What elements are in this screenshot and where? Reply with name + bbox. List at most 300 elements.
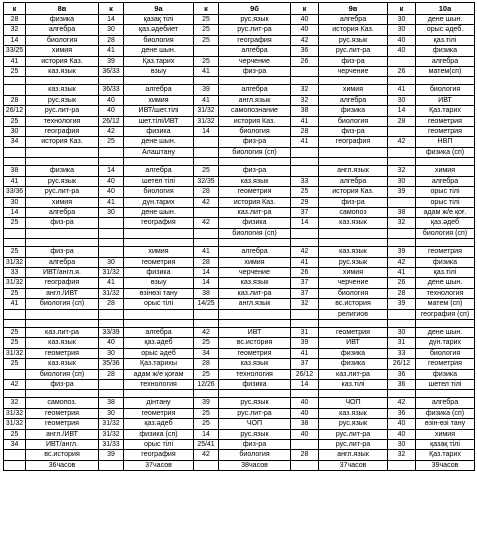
room-cell [194,309,219,319]
room-cell [388,228,416,238]
timetable-body [4,3,475,471]
room-cell: 26/12 [388,359,416,369]
room-cell: 25 [194,166,219,176]
subject-cell: алгебра [26,25,99,35]
subject-cell: англ.язык [219,95,291,105]
room-cell [99,460,124,470]
table-row [4,348,475,358]
room-cell [4,228,26,238]
room-cell: 25/41 [194,440,219,450]
subject-cell: каз.тілі [319,380,388,390]
room-cell: 39 [388,299,416,309]
room-cell: 31 [388,338,416,348]
subject-cell: физика [124,127,194,137]
room-cell: 41 [194,67,219,77]
separator-cell [416,77,475,85]
subject-cell: рус.лит-ра [26,106,99,116]
room-cell: 34 [4,440,26,450]
separator-cell [194,239,219,247]
room-cell: 31/32 [4,257,26,267]
subject-cell: ИВТ/шет.тілі [124,106,194,116]
room-cell: 28 [194,257,219,267]
subject-cell: рус.лит-ра [219,25,291,35]
room-cell: 32 [388,450,416,460]
room-cell: 32 [388,218,416,228]
room-cell: 25 [4,327,26,337]
room-cell: 42 [99,127,124,137]
room-cell: 40 [291,398,319,408]
table-row [4,380,475,390]
subject-cell: биология (сп) [219,147,291,157]
room-cell [388,56,416,66]
room-cell: 31/32 [194,106,219,116]
room-cell: 40 [99,187,124,197]
table-row [4,338,475,348]
room-cell: 39 [388,187,416,197]
room-cell: 28 [4,95,26,105]
table-row [4,56,475,66]
subject-cell: каз.лит-ра [319,369,388,379]
room-cell [4,369,26,379]
separator-cell [26,77,99,85]
subject-cell: англ./ИВТ [26,288,99,298]
subject-cell: физика [416,257,475,267]
subject-cell: алгебра [219,46,291,56]
room-cell: 42 [194,197,219,207]
separator-cell [219,77,291,85]
separator-cell [219,319,291,327]
table-row [4,267,475,277]
room-cell: 41 [99,197,124,207]
subject-cell: история Каз. [319,187,388,197]
separator-cell [319,390,388,398]
room-cell: 31/32 [4,348,26,358]
subject-cell: дене шын. [416,15,475,25]
table-row [4,218,475,228]
subject-cell: орыс әдеб [124,348,194,358]
room-cell: 25 [194,338,219,348]
room-cell: 41 [4,176,26,186]
room-cell: 32 [291,299,319,309]
subject-cell: рус.язык [26,95,99,105]
header-class-8v: 8в [26,3,99,15]
separator-cell [99,319,124,327]
separator-cell [416,239,475,247]
subject-cell: физика (сп) [124,429,194,439]
room-cell: 40 [291,25,319,35]
table-row [4,207,475,217]
room-cell: 40 [388,46,416,56]
separator-cell [319,239,388,247]
header-room: к [194,3,219,15]
separator-cell [194,158,219,166]
day-separator [4,77,475,85]
room-cell [4,450,26,460]
table-row [4,67,475,77]
subject-cell: адам ж/е қоғам [124,369,194,379]
header-class-9a: 9а [124,3,194,15]
table-row [4,398,475,408]
subject-cell: геометрия [26,419,99,429]
room-cell: 33/39 [99,327,124,337]
subject-cell: алгебра [219,247,291,257]
separator-cell [4,390,26,398]
room-cell: 31/32 [4,419,26,429]
subject-cell: физ-ра [26,380,99,390]
room-cell: 39 [194,398,219,408]
room-cell: 34 [4,137,26,147]
room-cell: 40 [291,15,319,25]
subject-cell: Қаз.тарих [416,450,475,460]
room-cell: 42 [194,218,219,228]
room-cell: 39 [99,450,124,460]
table-row [4,35,475,45]
room-cell: 42 [194,327,219,337]
subject-cell: алгебра [416,56,475,66]
room-cell [99,218,124,228]
room-cell: 28 [291,127,319,137]
subject-cell [219,309,291,319]
room-cell: 33/25 [4,46,26,56]
separator-cell [319,77,388,85]
room-cell [291,228,319,238]
table-row [4,460,475,470]
subject-cell: англ./ИВТ [26,429,99,439]
room-cell: 38 [291,419,319,429]
table-row [4,419,475,429]
subject-cell: геометрия [26,408,99,418]
subject-cell: религиов [319,309,388,319]
room-cell: 14 [4,207,26,217]
room-cell: 14 [4,35,26,45]
room-cell: 14/25 [194,299,219,309]
header-room: к [99,3,124,15]
room-cell: 36/33 [99,85,124,95]
room-cell: 28 [194,359,219,369]
subject-cell: орыс тілі [416,197,475,207]
subject-cell: биология [319,288,388,298]
room-cell: 41 [99,46,124,56]
subject-cell: Қаз.тарихы [124,359,194,369]
subject-cell: физика (сп) [416,147,475,157]
subject-cell: қаз.тілі [416,267,475,277]
table-row [4,176,475,186]
subject-cell: дене шын. [416,278,475,288]
table-row [4,187,475,197]
subject-cell: рус.язык [26,176,99,186]
subject-cell: англ.язык [319,450,388,460]
subject-cell: география [219,35,291,45]
room-cell: 37 [291,207,319,217]
subject-cell: самопоз [319,207,388,217]
subject-cell: история Каз. [26,56,99,66]
separator-cell [26,390,99,398]
room-cell: 25 [194,35,219,45]
room-cell: 30 [388,176,416,186]
room-cell: 42 [194,450,219,460]
subject-cell: дінтану [124,398,194,408]
room-cell: 25 [194,15,219,25]
room-cell: 26/12 [99,116,124,126]
subject-cell: история Каз. [319,25,388,35]
subject-cell: геометрия [416,247,475,257]
room-cell: 26/12 [4,106,26,116]
room-cell: 30 [388,327,416,337]
subject-cell: каз.язык [219,278,291,288]
header-class-9b: 9б [219,3,291,15]
subject-cell: геометрия [416,127,475,137]
room-cell: 40 [291,408,319,418]
subject-cell: қаз.әдеб [124,419,194,429]
separator-cell [388,158,416,166]
subject-cell: черчение [319,278,388,288]
subject-cell: самопоз. [26,398,99,408]
room-cell: 36 [388,369,416,379]
room-cell: 25 [194,56,219,66]
room-cell: 29 [291,197,319,207]
subject-cell: дене шын. [124,207,194,217]
separator-cell [99,77,124,85]
subject-cell: химия [124,247,194,257]
subject-cell: биология (сп) [219,228,291,238]
room-cell: 42 [291,35,319,45]
room-cell: 25 [4,247,26,257]
room-cell: 40 [99,95,124,105]
room-cell: 36 [388,408,416,418]
subject-cell: биология [416,348,475,358]
separator-cell [291,319,319,327]
room-cell: 33/36 [4,187,26,197]
room-cell: 41 [291,348,319,358]
separator-cell [99,239,124,247]
subject-cell: рус.лит-ра [219,408,291,418]
subject-cell: рус.лит-ра [26,187,99,197]
table-row [4,369,475,379]
room-cell: 26/12 [291,369,319,379]
room-cell: 42 [388,257,416,267]
table-row [4,450,475,460]
subject-cell: самопознание [219,106,291,116]
subject-cell: география (сп) [416,309,475,319]
subject-cell: физика [219,218,291,228]
subject-cell: физ-ра [319,56,388,66]
separator-cell [319,319,388,327]
room-cell: 31/32 [99,419,124,429]
separator-cell [4,77,26,85]
subject-cell: геометрия [319,327,388,337]
day-separator [4,319,475,327]
separator-cell [416,390,475,398]
separator-cell [124,158,194,166]
table-row [4,85,475,95]
subject-cell: қазақ тілі [124,15,194,25]
subject-cell: физика [219,380,291,390]
separator-cell [219,239,291,247]
subject-cell: дене шын. [124,137,194,147]
subject-cell: физ-ра [26,218,99,228]
room-cell [388,460,416,470]
subject-cell: физ-ра [319,197,388,207]
room-cell [291,147,319,157]
room-cell: 14 [99,166,124,176]
subject-cell: рус.язык [319,35,388,45]
subject-cell: қаз.әдеб [416,218,475,228]
room-cell: 41 [291,137,319,147]
subject-cell: ИВТ/англ.я. [26,267,99,277]
subject-cell: география [319,137,388,147]
room-cell: 36/33 [99,67,124,77]
room-cell: 39 [388,247,416,257]
subject-cell: өзыу [124,278,194,288]
subject-cell: 39часов [416,460,475,470]
room-cell: 26 [291,267,319,277]
subject-cell: физ-ра [26,247,99,257]
day-separator [4,390,475,398]
subject-cell: рус.язык [219,15,291,25]
room-cell [194,46,219,56]
subject-cell: алгебра [219,85,291,95]
separator-cell [99,158,124,166]
subject-cell: ИВТ [219,327,291,337]
room-cell: 25 [99,137,124,147]
day-separator [4,158,475,166]
subject-cell: дүн.тарих [416,338,475,348]
room-cell: 14 [291,380,319,390]
room-cell: 38 [4,166,26,176]
table-row [4,247,475,257]
room-cell: 25 [4,429,26,439]
table-row [4,440,475,450]
subject-cell: физ-ра [219,166,291,176]
room-cell: 38 [388,207,416,217]
separator-cell [219,390,291,398]
subject-cell: вс.история [319,299,388,309]
timetable [3,2,475,471]
room-cell: 14 [194,267,219,277]
room-cell: 14 [99,15,124,25]
subject-cell: физика [416,369,475,379]
room-cell: 33 [291,176,319,186]
separator-cell [388,77,416,85]
subject-cell: физ-ра [319,127,388,137]
subject-cell: қаз.тілі [416,35,475,45]
subject-cell: каз.лит-ра [219,288,291,298]
subject-cell: каз.язык [26,85,99,95]
room-cell: 31 [291,327,319,337]
separator-cell [26,239,99,247]
room-cell: 42 [4,380,26,390]
separator-cell [416,319,475,327]
subject-cell [26,309,99,319]
subject-cell: география [26,278,99,288]
room-cell [4,85,26,95]
room-cell [194,137,219,147]
subject-cell: геометрия [26,348,99,358]
subject-cell: история Каз. [219,197,291,207]
subject-cell: геометрия [219,348,291,358]
room-cell: 41 [291,257,319,267]
table-row [4,137,475,147]
room-cell: 41 [4,299,26,309]
subject-cell: рус.язык [219,398,291,408]
subject-cell: дене шын. [416,327,475,337]
table-row [4,309,475,319]
room-cell: 41 [99,278,124,288]
subject-cell: алгебра [319,176,388,186]
room-cell [194,228,219,238]
subject-cell: физика [319,106,388,116]
header-class-10a: 10а [416,3,475,15]
subject-cell: рус.лит-ра [319,46,388,56]
separator-cell [319,158,388,166]
room-cell [291,460,319,470]
subject-cell: орыс тілі [124,299,194,309]
subject-cell: рус.язык [219,429,291,439]
room-cell [194,460,219,470]
subject-cell: НВП [416,137,475,147]
subject-cell: алгебра [319,15,388,25]
table-row [4,116,475,126]
room-cell: 40 [388,419,416,429]
subject-cell: 38часов [219,460,291,470]
subject-cell: физ-ра [219,440,291,450]
subject-cell: геометрия [219,187,291,197]
table-row [4,228,475,238]
subject-cell: биология [416,85,475,95]
separator-cell [99,390,124,398]
table-row [4,429,475,439]
subject-cell: биология (сп) [26,299,99,309]
room-cell: 25 [4,338,26,348]
subject-cell: история Каз. [26,137,99,147]
subject-cell: география [26,127,99,137]
separator-cell [124,239,194,247]
table-row [4,408,475,418]
subject-cell: химия [319,267,388,277]
table-row [4,25,475,35]
room-cell: 26 [388,67,416,77]
room-cell: 41 [4,56,26,66]
room-cell [291,309,319,319]
room-cell: 32 [4,398,26,408]
room-cell: 26 [291,56,319,66]
subject-cell: черчение [219,56,291,66]
room-cell: 25 [4,359,26,369]
separator-cell [124,319,194,327]
room-cell: 28 [388,116,416,126]
separator-cell [4,158,26,166]
room-cell: 39 [99,56,124,66]
room-cell: 36 [291,46,319,56]
room-cell [4,309,26,319]
room-cell: 25 [194,419,219,429]
subject-cell: физика [26,166,99,176]
room-cell: 28 [99,35,124,45]
subject-cell: каз.язык [319,408,388,418]
subject-cell: химия [26,197,99,207]
room-cell: 41 [291,116,319,126]
subject-cell: ИВТ/англ. [26,440,99,450]
subject-cell: Қаз.тарих [416,106,475,116]
room-cell: 14 [291,218,319,228]
room-cell: 40 [99,106,124,116]
subject-cell [124,309,194,319]
separator-cell [194,390,219,398]
subject-cell: шетел тілі [124,176,194,186]
subject-cell: өзыу [124,67,194,77]
subject-cell: орыс әдеб. [416,25,475,35]
subject-cell: физ-ра [219,67,291,77]
